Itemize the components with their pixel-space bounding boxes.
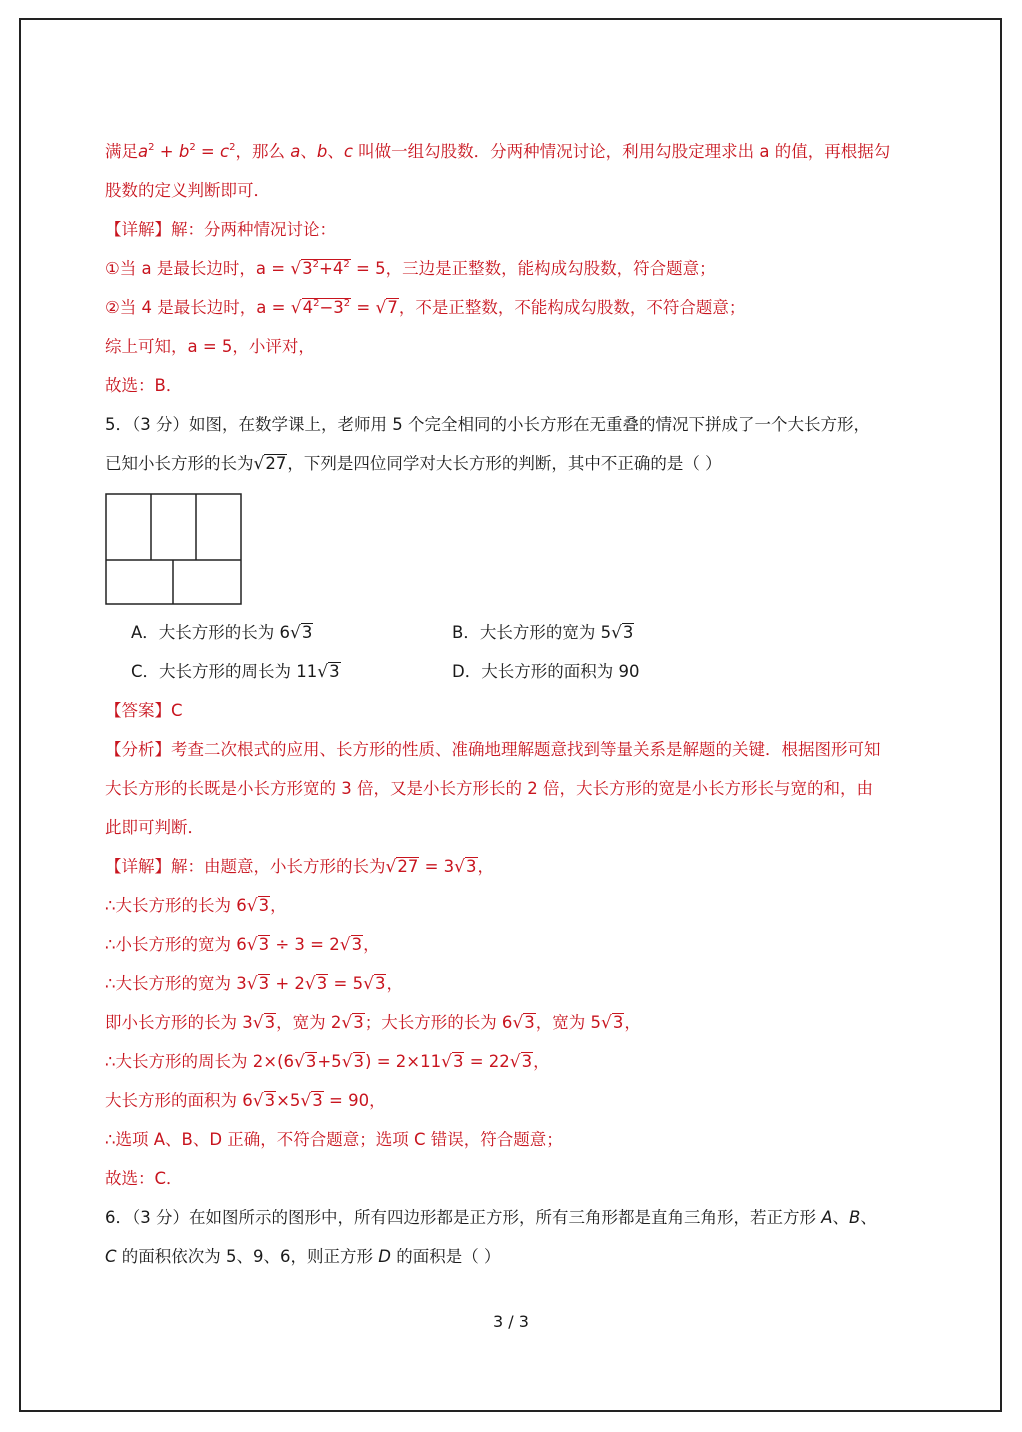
- detail-5-line-6: ∴大长方形的周长为 2×(6√3+5√3) = 2×11√3 = 22√3，: [105, 1052, 550, 1072]
- detail-5-line-8: ∴选项 A、B、D 正确，不符合题意；选项 C 错误，符合题意；: [105, 1130, 563, 1149]
- question-6-line-2: C 的面积依次为 5、9、6，则正方形 D 的面积是（ ）: [105, 1247, 501, 1266]
- detail-5-line-3: ∴小长方形的宽为 6√3 ÷ 3 = 2√3，: [105, 935, 380, 955]
- page-number: 3 / 3: [493, 1312, 529, 1331]
- summary-line: 综上可知，a = 5，小评对，: [105, 337, 315, 356]
- detail-5-line-5: 即小长方形的长为 3√3，宽为 2√3；大长方形的长为 6√3，宽为 5√3，: [105, 1013, 641, 1033]
- analysis-5-line-3: 此即可判断．: [105, 818, 204, 837]
- detail-5-line-7: 大长方形的面积为 6√3×5√3 = 90，: [105, 1091, 386, 1111]
- option-a[interactable]: A．大长方形的长为 6√3: [131, 623, 313, 643]
- analysis-line-2: 股数的定义判断即可．: [105, 181, 270, 200]
- case-2-line: ②当 4 是最长边时，$a = √4^2-3^2 = √7$，不是正整数，不能构成勾股数，不符合题意；: [105, 298, 746, 318]
- detail-5-line-1: 【详解】解：由题意，小长方形的长为√27 = 3√3，: [105, 857, 495, 877]
- question-5-line-1: 5．（3 分）如图，在数学课上，老师用 5 个完全相同的小长方形在无重叠的情况下拼成了一个大长方形，: [105, 415, 870, 434]
- case-1-line: ①当 a 是最长边时，$a = √3^2+4^2 = 5$，三边是正整数，能构成勾股数，符合题意；: [105, 259, 716, 279]
- answer-line: 【答案】C: [105, 701, 183, 720]
- analysis-line-1: 满足$a^2 + b^2 = c^2$，那么 a、b、c 叫做一组勾股数．分两种情况讨论，利用勾股定理求出 a 的值，再根据勾: [105, 142, 891, 161]
- detail-heading-4: 【详解】解：分两种情况讨论：: [105, 220, 336, 239]
- analysis-5-line-1: 【分析】考查二次根式的应用、长方形的性质、准确地理解题意找到等量关系是解题的关键．根据图形可知: [105, 740, 881, 759]
- option-c[interactable]: C．大长方形的周长为 11√3: [131, 662, 340, 682]
- choice-line-4: 故选：B．: [105, 376, 183, 395]
- choice-line-5: 故选：C．: [105, 1169, 183, 1188]
- detail-5-line-2: ∴大长方形的长为 6√3，: [105, 896, 287, 916]
- question-5-line-2: 已知小长方形的长为√27，下列是四位同学对大长方形的判断，其中不正确的是（ ）: [105, 454, 722, 474]
- rectangle-figure: [105, 493, 243, 607]
- analysis-5-line-2: 大长方形的长既是小长方形宽的 3 倍，又是小长方形长的 2 倍，大长方形的宽是小长方形长与宽的和，由: [105, 779, 873, 798]
- option-b[interactable]: B．大长方形的宽为 5√3: [452, 623, 634, 643]
- question-6-line-1: 6．（3 分）在如图所示的图形中，所有四边形都是正方形，所有三角形都是直角三角形，若正方形 A、B、: [105, 1208, 877, 1227]
- detail-5-line-4: ∴大长方形的宽为 3√3 + 2√3 = 5√3，: [105, 974, 403, 994]
- option-d[interactable]: D．大长方形的面积为 90: [452, 662, 640, 681]
